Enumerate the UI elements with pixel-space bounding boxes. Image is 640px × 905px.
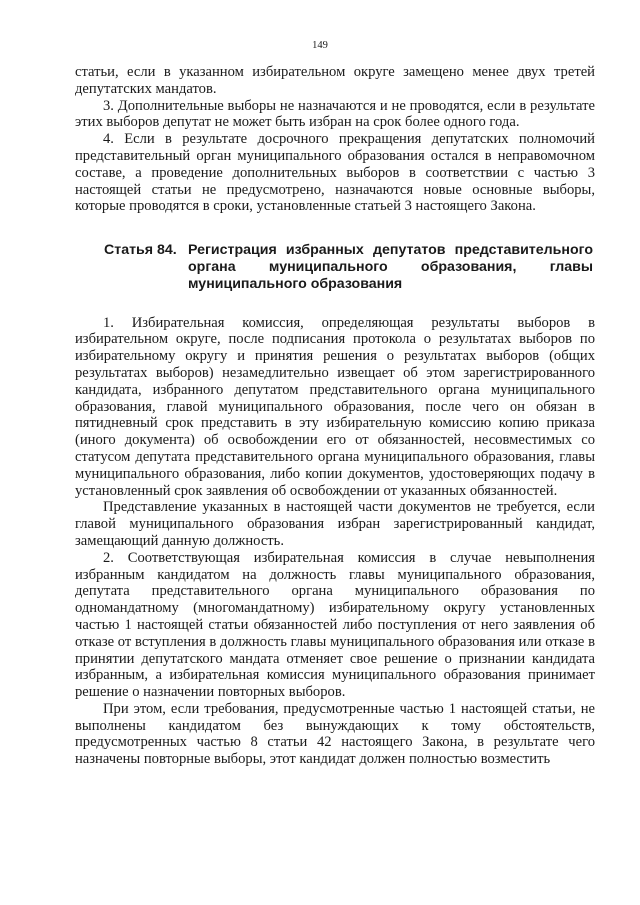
paragraph-article-part-2-note: При этом, если требования, предусмотренные частью 1 настоящей статьи, не выполнены кандидатом без вынуждающих к тому обстоятельств, предусмотренных частью 8 статьи 42 настоящего Закона, в результате чего назначены повторные выборы, этот кандидат должен полностью возместить: [75, 700, 595, 768]
paragraph-part-4: 4. Если в результате досрочного прекращения депутатских полномочий представительный орган муниципального образования остался в неправомочном составе, а проведение дополнительных выборов в соответствии с частью 3 настоящей статьи не предусмотрено, назначаются новые основные выборы, которые проводятся в сроки, установленные статьей 3 настоящего Закона.: [75, 131, 595, 215]
article-heading: [75, 242, 595, 292]
paragraph-article-part-1: 1. Избирательная комиссия, определяющая результаты выборов в избирательном округе, после подписания протокола о результатах выборов по избирательному округу и принятия решения о результатах выборов (общих результатах выборов) незамедлительно извещает об этом зарегистрированного кандидата, избранного депутатом представительного органа муниципального образования, главой муниципального образования, после чего он обязан в пятидневный срок представить в эту избирательную комиссию копию приказа (иного документа) об освобождении его от обязанностей, несовместимых со статусом депутата представительного органа муниципального образования, главы муниципального образования, либо копии документов, удостоверяющих подачу в установленный срок заявления об освобождении от указанных обязанностей.: [75, 314, 595, 499]
paragraph-part-3: 3. Дополнительные выборы не назначаются и не проводятся, если в результате этих выборов депутат не может быть избран на срок более одного года.: [75, 97, 595, 131]
paragraph-article-part-2: 2. Соответствующая избирательная комиссия в случае невыполнения избранным кандидатом на должность главы муниципального образования, депутата представительного органа муниципального образования по одномандатному (многомандатному) избирательному округу установленных частью 1 настоящей статьи обязанностей либо поступления от него заявления об отказе от вступления в должность главы муниципального образования или отказе в принятии депутатского мандата отменяет свое решение о признании кандидата избранным, а избирательная комиссия муниципального образования принимает решение о назначении повторных выборов.: [75, 549, 595, 701]
paragraph-continuation: статьи, если в указанном избирательном округе замещено менее двух третей депутатских мандатов.: [75, 64, 595, 97]
article-title: Регистрация избранных депутатов представительного органа муниципального образования, главы муниципального образования: [188, 242, 593, 292]
page-number: 149: [312, 40, 328, 51]
article-number: Статья 84.: [104, 242, 177, 259]
paragraph-article-part-1-note: Представление указанных в настоящей части документов не требуется, если главой муниципального образования избран зарегистрированный кандидат, замещающий данную должность.: [75, 499, 595, 549]
